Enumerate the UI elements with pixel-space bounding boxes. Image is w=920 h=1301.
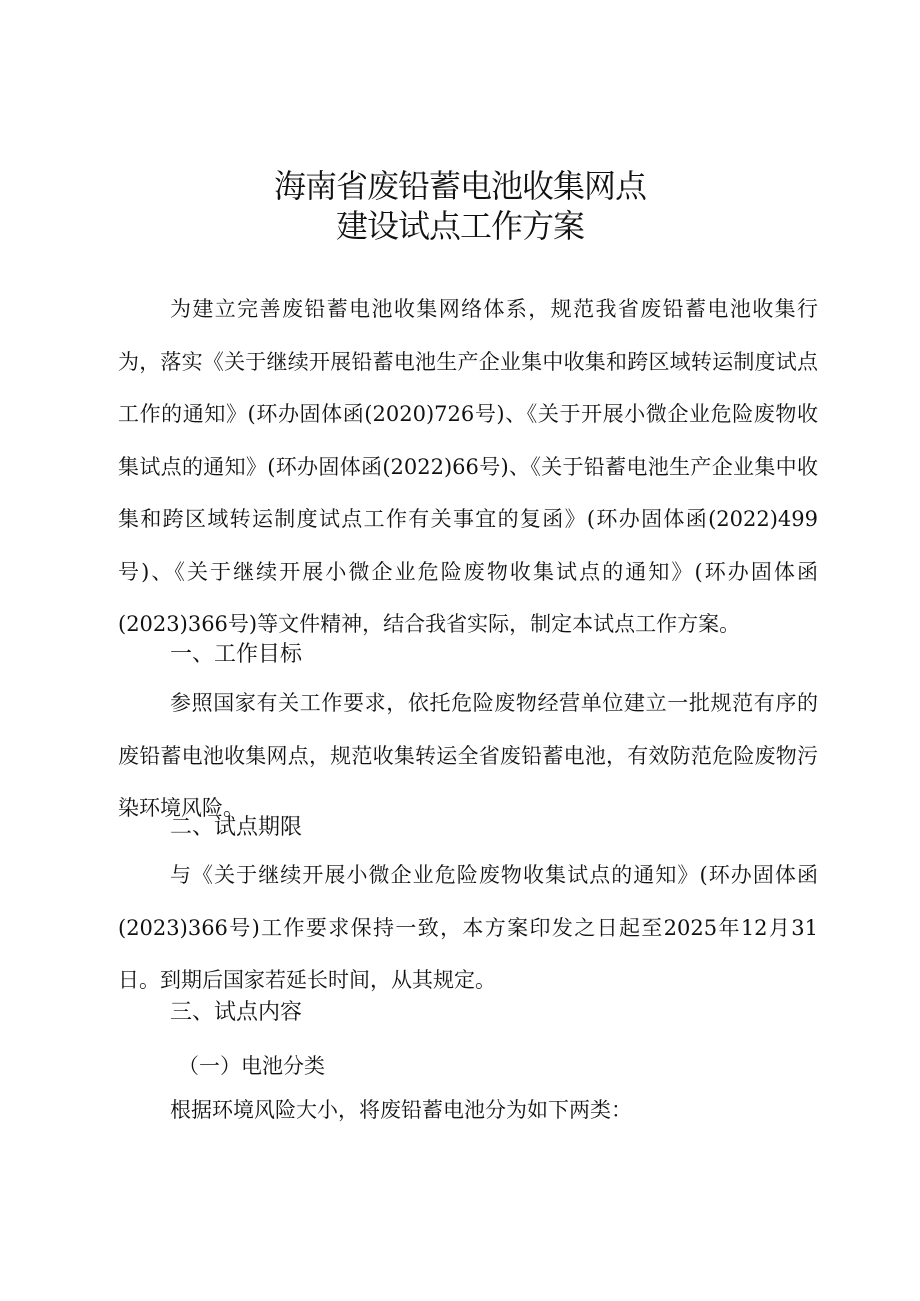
subsection-heading-battery-classification: （一）电池分类 bbox=[178, 1054, 325, 1078]
section-heading-period: 二、试点期限 bbox=[170, 815, 303, 840]
document-title-line2: 建设试点工作方案 bbox=[335, 207, 584, 245]
section-body-period: 与《关于继续开展小微企业危险废物收集试点的通知》(环办固体函(2023)366号)工作要求保持一致，本方案印发之日起至2025年12月31日。到期后国家若延长时间，从其规定。 bbox=[118, 863, 818, 992]
section-heading-content: 三、试点内容 bbox=[170, 1000, 303, 1025]
section-body-classification: 根据环境风险大小，将废铅蓄电池分为如下两类： bbox=[170, 1098, 632, 1122]
section-heading-goals: 一、工作目标 bbox=[170, 642, 303, 667]
document-title-line1: 海南省废铅蓄电池收集网点 bbox=[273, 167, 646, 205]
section-body-goals: 参照国家有关工作要求，依托危险废物经营单位建立一批规范有序的废铅蓄电池收集网点，规范收集转运全省废铅蓄电池，有效防范危险废物污染环境风险。 bbox=[118, 691, 818, 820]
intro-paragraph: 为建立完善废铅蓄电池收集网络体系，规范我省废铅蓄电池收集行为，落实《关于继续开展铅蓄电池生产企业集中收集和跨区域转运制度试点工作的通知》(环办固体函(2020)726号)、《关于开展小微企业危险废物收集试点的通知》(环办固体函(2022)66号)、《关于铅蓄电池生产企业集中收集和跨区域转运制度试点工作有关事宜的复函》(环办固体函(2022)499号)、《关于继续开展小微企业危险废物收集试点的通知》(环办固体函(2023)366号)等文件精神，结合我省实际，制定本试点工作方案。 bbox=[118, 297, 818, 636]
